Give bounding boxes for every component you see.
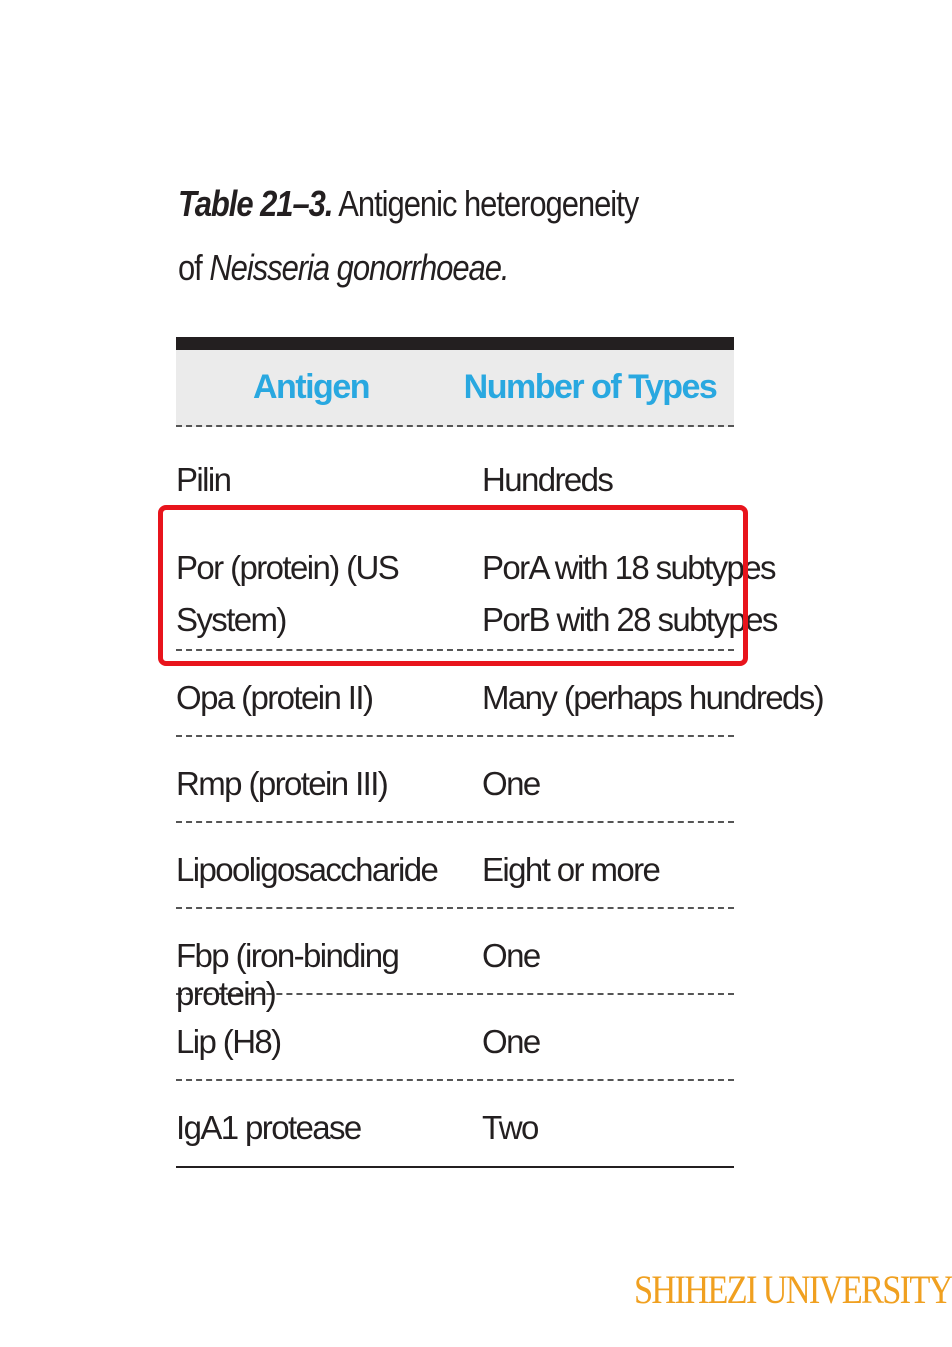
highlight-box — [158, 505, 777, 666]
types-cell: One — [482, 1023, 540, 1060]
header-antigen: Antigen — [252, 368, 370, 406]
antigen-cell: Lipooligosaccharide — [176, 851, 438, 888]
types-cell: Eight or more — [482, 851, 660, 888]
species-name: Neisseria gonorrhoeae. — [209, 247, 509, 288]
types-cell: Two — [482, 1109, 538, 1146]
antigen-cell: Rmp (protein III) — [176, 765, 388, 802]
table-row — [176, 1081, 734, 1168]
table-caption — [178, 172, 668, 300]
university-logo-text: SHIHEZI UNIVERSITY — [634, 1267, 952, 1312]
types-cell: One — [482, 765, 540, 802]
antigen-cell: IgA1 protease — [176, 1109, 361, 1146]
table-header-row — [176, 350, 734, 427]
antigen-table — [176, 337, 824, 1168]
table-row — [176, 823, 734, 909]
types-line: PorB with 28 subtypes — [482, 601, 777, 638]
table-row — [176, 995, 734, 1081]
header-number-of-types: Number of Types — [463, 368, 717, 406]
table-row — [176, 909, 734, 1012]
types-cell: Hundreds — [482, 461, 613, 498]
antigen-cell: Lip (H8) — [176, 1023, 281, 1060]
types-cell: Many (perhaps hundreds) — [482, 679, 824, 716]
antigen-cell: Por (protein) (US System) — [176, 549, 399, 638]
types-line: PorA with 18 subtypes — [482, 549, 775, 586]
types-cell: One — [482, 937, 540, 974]
antigen-cell: Pilin — [176, 461, 231, 498]
table-top-rule — [176, 337, 734, 350]
antigen-cell: Opa (protein II) — [176, 679, 373, 716]
table-row — [176, 737, 734, 823]
table-number: Table 21–3. — [178, 183, 333, 224]
table-row — [176, 427, 734, 510]
antigen-cell: Fbp (iron-binding protein) — [176, 937, 399, 1012]
caption-text: Antigenic heterogeneity of — [178, 183, 639, 288]
